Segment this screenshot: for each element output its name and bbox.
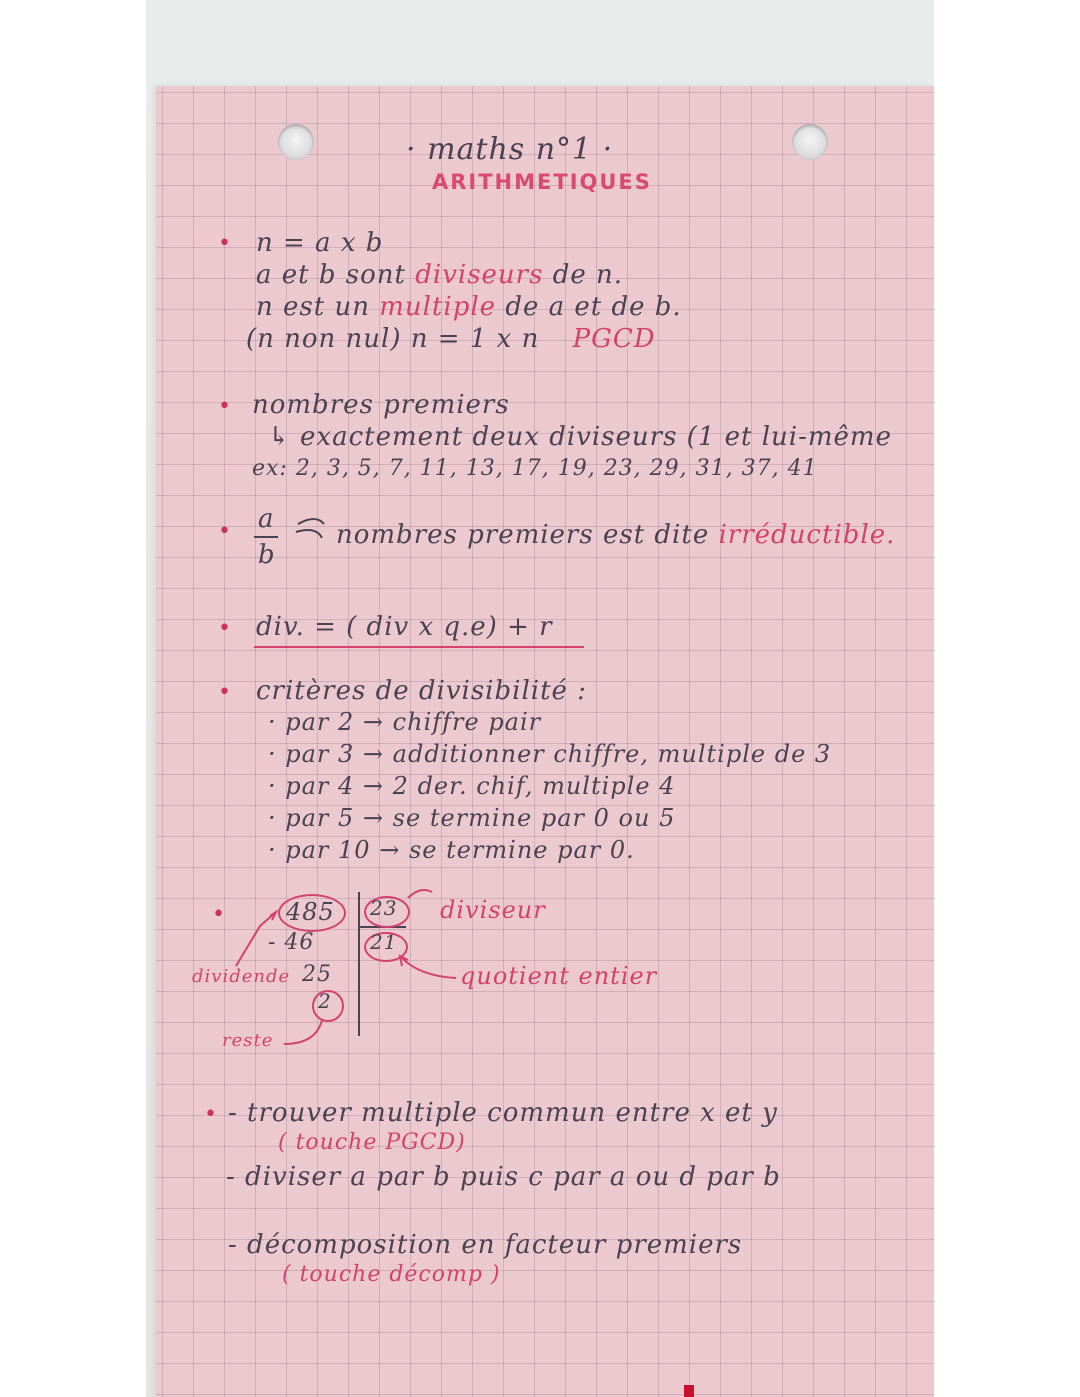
s7-line1: - trouver multiple commun entre x et y — [228, 1098, 778, 1128]
label-remainder: reste — [222, 1030, 274, 1051]
label-dividend: dividende — [192, 966, 291, 987]
s5-item-1: · par 2 → chiffre pair — [268, 708, 542, 736]
bullet-3: • — [218, 519, 231, 544]
remainder: 2 — [318, 989, 332, 1013]
s7-line4: - décomposition en facteur premiers — [228, 1230, 743, 1260]
bullet-7: • — [204, 1102, 217, 1127]
division-step: 25 — [302, 962, 332, 987]
bullet-1: • — [218, 231, 231, 256]
s5-item-4: · par 5 → se termine par 0 ou 5 — [268, 804, 676, 832]
s7-line3: - diviser a par b puis c par a ou d par b — [226, 1162, 781, 1192]
s1-line3-c: de a et de b. — [505, 292, 682, 322]
s1-line2-c: de n. — [552, 260, 624, 290]
s3-irreductible: irréductible. — [718, 520, 896, 550]
s2-line1: nombres premiers — [252, 390, 510, 420]
s1-line2-a: a et b sont — [256, 260, 406, 290]
quotient: 21 — [370, 930, 398, 954]
s7-line2: ( touche PGCD) — [278, 1130, 466, 1155]
s5-item-2: · par 3 → additionner chiffre, multiple de 3 — [268, 740, 832, 768]
s5-heading: critères de divisibilité : — [256, 676, 587, 706]
bullet-4: • — [218, 616, 231, 641]
dividend: 485 — [286, 898, 335, 926]
division-arrows — [156, 86, 934, 1397]
s5-item-3: · par 4 → 2 der. chif, multiple 4 — [268, 772, 676, 800]
s7-line5: ( touche décomp ) — [282, 1262, 501, 1287]
notebook-page — [156, 86, 934, 1397]
s4-formula: div. = ( div x q.e) + r — [256, 612, 553, 642]
bullet-5: • — [218, 680, 231, 705]
s1-line1: n = a x b — [256, 228, 384, 258]
s5-item-5: · par 10 → se termine par 0. — [268, 836, 635, 864]
s1-line4-a: (n non nul) n = 1 x n — [246, 324, 540, 354]
s2-line2: ↳ exactement deux diviseurs (1 et lui-même — [268, 422, 892, 452]
label-quotient: quotient entier — [460, 962, 658, 990]
bookmark-tab — [684, 1385, 694, 1397]
s1-line2-diviseurs: diviseurs — [415, 260, 544, 290]
division-minus: - 46 — [268, 930, 315, 955]
page-subtitle: ARITHMETIQUES — [432, 170, 652, 194]
s3-numerator: a — [258, 504, 275, 534]
bullet-2: • — [218, 394, 231, 419]
s1-line3-a: n est un — [256, 292, 370, 322]
s3-text-a: nombres premiers est dite — [336, 520, 710, 550]
s2-line3: ex: 2, 3, 5, 7, 11, 13, 17, 19, 23, 29, 31, 37, 41 — [252, 456, 818, 481]
bullet-6: • — [212, 902, 225, 927]
s1-line4-pgcd: PGCD — [572, 324, 656, 354]
page-title: · maths n°1 · — [406, 132, 614, 167]
divisor: 23 — [370, 896, 398, 920]
s1-line3-multiple: multiple — [379, 292, 497, 322]
label-divisor: diviseur — [440, 896, 546, 924]
s3-denominator: b — [258, 540, 276, 570]
